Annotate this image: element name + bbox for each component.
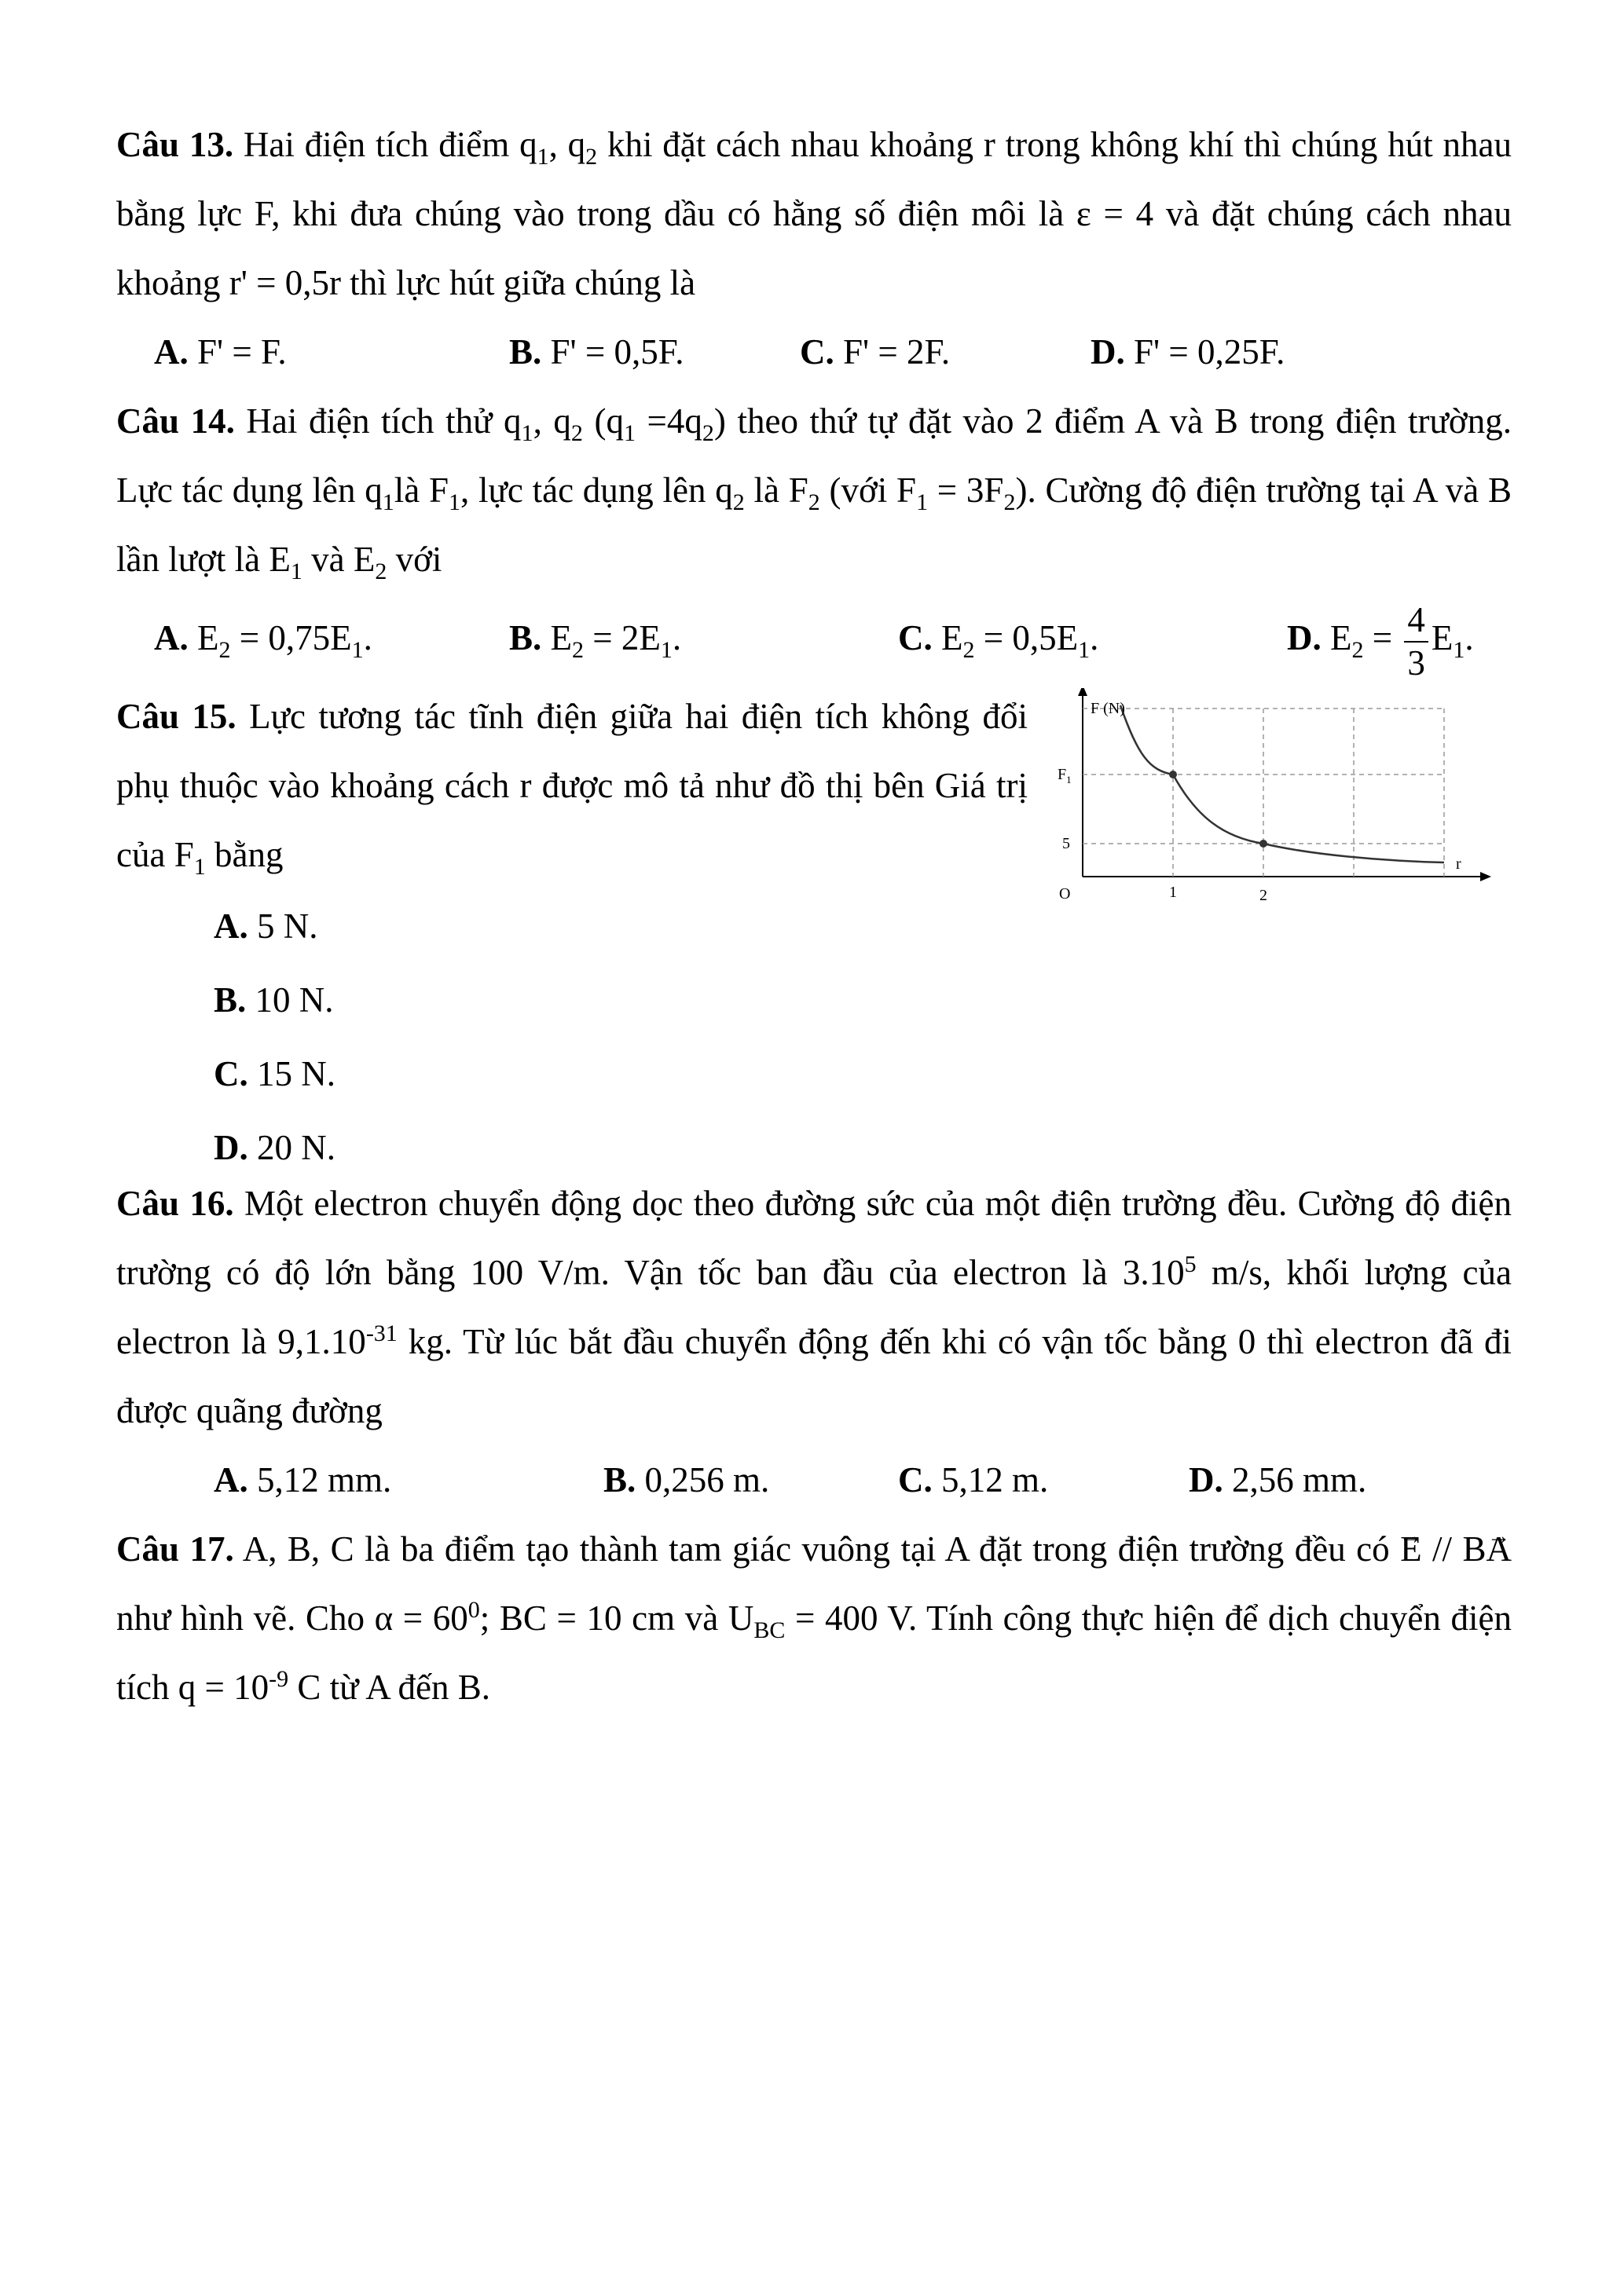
question-15 xyxy=(116,682,1512,1169)
origin-label: O xyxy=(1059,885,1071,903)
q13-option-b[interactable]: B. F' = 0,5F. xyxy=(509,332,684,372)
q15-option-a[interactable]: A. 5 N. xyxy=(214,906,318,946)
q14-option-a[interactable]: A. $E_2 = 0,75E_1$. xyxy=(154,618,372,663)
vector-ba: → A xyxy=(1487,1514,1512,1584)
q13-options xyxy=(116,317,1512,386)
question-17: Câu 17. A, B, C là ba điểm tạo thành tam giác vuông tại A đặt trong điện trường đều có → E // B→ A như hình vẽ. Cho $\alpha = 60^0$; BC = 10 cm và $U_{BC} = 400$ V. Tính công thực hiện để dịch chuyển điện tích $q = 10^{-9}$ C từ A đến B. xyxy=(116,1514,1512,1722)
q14-option-b[interactable]: B. $E_2 = 2E_1$. xyxy=(509,618,682,663)
vector-e: → E xyxy=(1400,1514,1422,1584)
q13-option-a[interactable]: A. F' = F. xyxy=(154,332,287,372)
q15-option-d[interactable]: D. 20 N. xyxy=(214,1128,335,1167)
q15-option-c[interactable]: C. 15 N. xyxy=(214,1054,335,1093)
y-tick-f1: $F_1$ xyxy=(1058,766,1072,785)
q13-option-d[interactable]: D. F' = 0,25F. xyxy=(1091,332,1285,372)
q14-options xyxy=(116,594,1512,682)
q16-option-d[interactable]: D. 2,56 mm. xyxy=(1189,1460,1367,1500)
q13-option-c[interactable]: C. F' = 2F. xyxy=(800,332,951,372)
y-axis-arrow xyxy=(1078,688,1087,696)
data-point-r2 xyxy=(1259,840,1267,848)
force-distance-chart xyxy=(1051,688,1491,924)
q16-option-a[interactable]: A. 5,12 mm. xyxy=(214,1460,392,1500)
data-point-r1 xyxy=(1169,771,1177,778)
q16-options xyxy=(116,1445,1512,1514)
y-tick-5: 5 xyxy=(1062,835,1070,852)
y-axis-label: F (N) xyxy=(1091,700,1125,717)
question-label: Câu 15. xyxy=(116,697,236,736)
exam-page xyxy=(116,110,1512,1722)
question-14: Câu 14. Hai điện tích thử $q_1$, $q_2$ $(q_1 =4q_2)$ theo thứ tự đặt vào 2 điểm A và B trong điện trường. Lực tác dụng lên $q_1là$ $F_1$, lực tác dụng lên $q_2$ là $F_2$ (với $F_1 = 3F_2$). Cường độ điện trường tại A và B lần lượt là $E_1$ và $E_2$ với xyxy=(116,401,1512,584)
question-label: Câu 13. xyxy=(116,125,234,164)
question-label: Câu 17. xyxy=(116,1529,234,1569)
q14-option-d[interactable]: D. $E_2$ = $\frac{4}{3}$ $E_1$. xyxy=(1287,599,1474,683)
question-label: Câu 14. xyxy=(116,401,235,441)
q16-option-c[interactable]: C. 5,12 m. xyxy=(898,1460,1049,1500)
fraction: $\frac{4}{3}$ xyxy=(1404,602,1428,681)
grid xyxy=(1083,709,1444,877)
x-axis-arrow xyxy=(1480,872,1491,881)
question-label: Câu 16. xyxy=(116,1184,234,1223)
x-axis-label: r xyxy=(1456,855,1461,873)
x-tick-2: 2 xyxy=(1259,887,1267,904)
x-tick-1: 1 xyxy=(1169,884,1177,901)
question-15-text: Câu 15. Lực tương tác tĩnh điện giữa hai điện tích không đổi phụ thuộc vào khoảng cách r được mô tả như đồ thị bên Giá trị của $F_1$ bằng xyxy=(116,697,1028,880)
force-curve xyxy=(1120,705,1444,862)
q16-option-b[interactable]: B. 0,256 m. xyxy=(603,1460,770,1500)
question-13: Câu 13. Hai điện tích điểm $q_1$, $q_2$ khi đặt cách nhau khoảng r trong không khí thì chúng hút nhau bằng lực F, khi đưa chúng vào trong dầu có hằng số điện môi là ε = 4 và đặt chúng cách nhau khoảng r' = 0,5r thì lực hút giữa chúng là xyxy=(116,125,1512,302)
q15-option-b[interactable]: B. 10 N. xyxy=(214,980,334,1020)
question-16: Câu 16. Một electron chuyển động dọc theo đường sức của một điện trường đều. Cường độ điện trường có độ lớn bằng 100 V/m. Vận tốc ban đầu của electron là 3.10$^5$ m/s, khối lượng của electron là $9,1.10^{-31}$ kg. Từ lúc bắt đầu chuyển động đến khi có vận tốc bằng 0 thì electron đã đi được quãng đường xyxy=(116,1184,1512,1430)
q14-option-c[interactable]: C. $E_2 = 0,5E_1$. xyxy=(898,618,1099,663)
